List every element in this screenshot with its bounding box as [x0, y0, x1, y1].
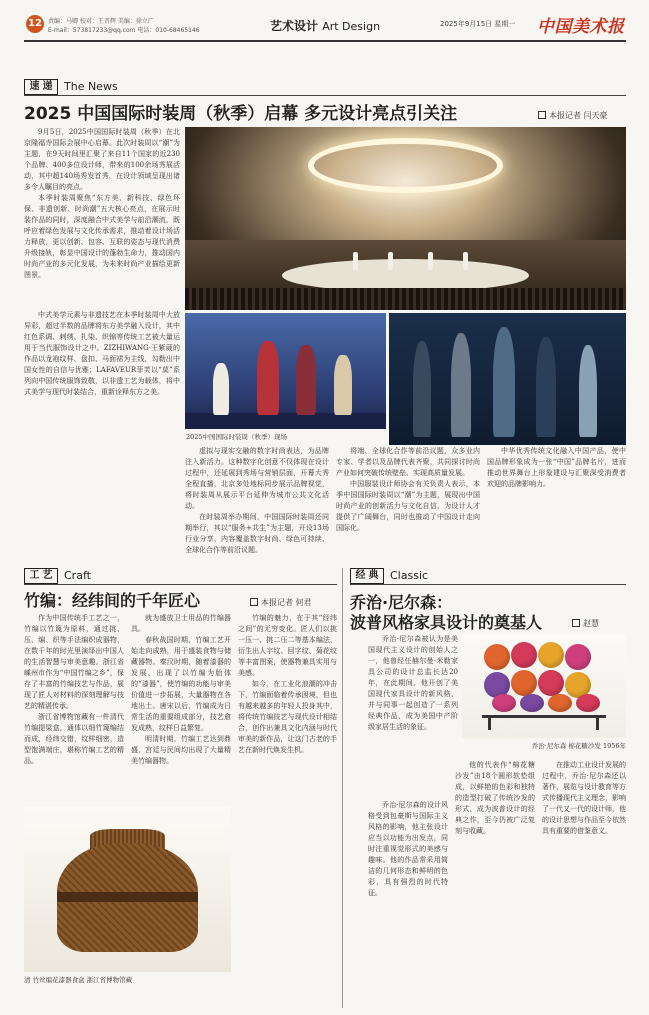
news-column-4 [487, 446, 626, 566]
classic-col3-p1: 在推动工业设计发展的过程中，乔治·尼尔森还以著作、展览与设计教育等方式传播现代主义理念，影响了一代又一代的设计师，他的设计思想与作品至今依然具有重要的借鉴意义。 [542, 761, 626, 835]
byline-square-icon [572, 619, 580, 627]
news-column-3 [336, 446, 480, 566]
column-divider [342, 568, 343, 1008]
section-title-en: Art Design [322, 20, 381, 33]
runway-photo-caption: 2025中国国际时装周（秋季）现场 [186, 433, 288, 441]
news-tag-en: The News [64, 80, 118, 93]
craft-col2-p1: 就为盛放卫士用品的竹编器具。 [131, 614, 231, 633]
craft-col1-p1: 作为中国传统手工艺之一，竹编以竹篾为原料，通过挑、压、编、织等手法编织成器物，在数千年的时光里演绎出中国人的生活智慧与审美意趣。浙江省嵊州市作为“中国竹编之乡”，保存了丰富的竹编技艺与作品，展现了匠人对材料的深刻理解与技艺的精湛传承。 [24, 614, 124, 710]
craft-col1-p2: 浙江省博物馆藏有一件清代竹编提梁盒，通体以细竹篾编结而成，经纬交错，纹样细密，造型饱满端庄，堪称竹编工艺的精品。 [24, 713, 124, 765]
news-byline-text: 本报记者 闫天豪 [549, 111, 608, 120]
page-number-badge: 12 [26, 15, 44, 33]
craft-col3-p1: 竹编的魅力，在于其“经纬之间”的无穷变化。匠人们以挑一压一、挑二压二等基本编法，衍生出人字纹、回字纹、菊花纹等丰富图案，使器物兼具实用与美感。 [238, 614, 337, 677]
sofa-photo-caption: 乔治·尼尔森 棉花糖沙发 1956年 [531, 742, 626, 750]
section-title [270, 17, 380, 34]
news-column-1 [24, 127, 180, 317]
classic-col2-p1: 他的代表作“棉花糖沙发”由18个圆形软垫组成，以鲜艳的色彩和独特的造型打破了传统沙发的形式，成为波普设计的经典之作，至今仍被广泛复刻与收藏。 [455, 761, 535, 835]
classic-column-1 [368, 800, 448, 1007]
classic-headline-line1: 乔治·尼尔森： [350, 593, 453, 612]
news-col4-p1: 中华优秀传统文化融入中国产品，使中国品牌形象成为一张“中国”品牌名片，进而推动世界舞台上形象建设与汇聚深受消费者欢迎的品牌影响力。 [487, 447, 626, 488]
byline-square-icon [250, 598, 258, 606]
news-column-1b [24, 310, 180, 465]
classic-coltop-p1: 乔治·尼尔森被认为是美国现代主义设计的创始人之一，他曾经任赫尔曼·米勒家具公司的设计总监长达20年，在此期间，他开创了美国现代家具设计的新风格，并与同事一起创造了一系列经典作品，成为美国中产阶级家居生活的象征。 [368, 635, 458, 731]
craft-section-tag [24, 568, 144, 584]
runway-costume-photo [185, 313, 386, 429]
classic-byline [572, 618, 599, 629]
classic-headline-line2: 波普风格家具设计的奠基人 [350, 613, 543, 632]
masthead-logo: 中国美术报 [537, 17, 625, 37]
craft-column-2 [131, 613, 231, 803]
news-headline: 2025 中国国际时装周（秋季）启幕 多元设计亮点引关注 [24, 104, 458, 124]
classic-section-tag [350, 568, 470, 584]
classic-tag-en: Classic [390, 569, 429, 582]
classic-col1-p1: 乔治·尼尔森的设计风格受到包豪斯与国际主义风格的影响，他主张设计应当以功能为出发点，同时注重视觉形式的美感与趣味。他的作品常采用简洁的几何形态和鲜明的色彩，具有强烈的时代特征。 [368, 801, 448, 897]
classic-column-3 [542, 760, 626, 1007]
news-tag-cn: 速递 [24, 79, 58, 95]
craft-section-rule [24, 584, 337, 585]
bamboo-photo-caption: 清 竹丝编花漆器食盒 浙江省博物馆藏 [24, 976, 133, 984]
classic-column-2 [455, 760, 535, 1007]
section-title-cn: 艺术设计 [270, 19, 319, 33]
contact-credit: E-mail：573817233@qq.com 电话：010-68465146 [48, 27, 200, 34]
news-byline [538, 110, 608, 121]
header-rule [24, 40, 626, 42]
news-column-2 [185, 446, 329, 566]
runway-models-photo [389, 313, 626, 445]
news-col3-p2: 中国服装设计师协会有关负责人表示，本季中国国际时装周以“潮”为主题，展现出中国时尚产业的创新活力与文化自信，为设计人才提供了广阔舞台，同时也推动了中国设计走向国际化。 [336, 480, 480, 532]
classic-section-rule [350, 584, 626, 585]
classic-byline-text: 赵慧 [583, 619, 599, 628]
craft-col3-p2: 如今，在工业化浪潮的冲击下，竹编面临着传承困境，但也有越来越多的年轻人投身其中，将传统竹编技艺与现代设计相结合，创作出兼具文化内涵与时代审美的新作品，让这门古老的手艺在新时代焕发生机。 [238, 680, 337, 754]
craft-byline [250, 597, 312, 608]
news-section-rule [24, 95, 626, 96]
craft-col2-p2: 春秋战国时期，竹编工艺开始走向成熟，用于盛装食物与储藏器物。秦汉时期，随着漆器的发展，出现了以竹编为胎体的“漆器”，使竹编的功能与审美价值进一步拓展，大量器物在各地出土。唐宋以后，竹编成为日常生活的重要组成部分，技艺愈发成熟，纹样日益繁复。 [131, 636, 231, 732]
craft-column-1 [24, 613, 124, 803]
editor-credit: 责编：马卿 校对：王晋辉 美编：徐立广 [48, 18, 154, 25]
fashion-week-stage-photo [185, 127, 626, 310]
classic-column-top [368, 634, 458, 812]
craft-column-3 [238, 613, 337, 1007]
byline-square-icon [538, 111, 546, 119]
craft-byline-text: 本报记者 何君 [261, 598, 312, 607]
page-header [0, 0, 649, 52]
news-col2-p2: 在时装周举办期间，中国国际时装周还同期举行，其以“服务+共生”为主题，开设13场行业分享，内容覆盖数字时尚、绿色可持续、全球化合作等前沿议题。 [185, 513, 329, 554]
craft-tag-en: Craft [64, 569, 91, 582]
issue-date: 2025年9月15日 星期一 [440, 20, 516, 28]
news-col1-p1: 9月5日，2025中国国际时装周（秋季）在北京隆福寺国际会展中心启幕。此次时装周以“潮”为主题，在9天时间里汇聚了来自11个国家的近230个品牌、400多位设计师，带来的100余场秀展活动，其中超140场秀发首秀，在设计领域呈现出诸多令人瞩目的亮点。 [24, 128, 180, 191]
news-col3-p1: 将端、全球化合作等前沿议题，众多业内专家、学者以及品牌代表齐聚，共同探讨时尚产业如何突破传统壁垒、实现高质量发展。 [336, 447, 480, 477]
news-col1b-p1: 中式美学元素与非遗技艺在本季时装周中大放异彩，超过半数的品牌将东方美学融入设计，其中红色系调、刺绣、扎染、织锦等传统工艺被大量运用于当代服饰设计之中。ZIZHIWANG·王紫葳的作品以龙袍纹样、盘扣、马面裙为主线，勾勒出中国女性的自信与优雅；LAFAVEUR菲芙以“莫”系列向中国传统服饰致敬，以非遗工艺为载体，将中式美学与现代时装结合，重新诠释东方之美。 [24, 311, 180, 396]
news-col1-p2: 本季时装周聚焦“东方美、新科技、绿色环保、非遗创新、时尚潮”五大核心亮点，在展示时装作品的同时，深度融合中式美学与前沿潮流，既呼应着绿色发展与文化传承需求，推动着设计场活力释放，更以创新、包容、互联的姿态与现代消费升级接轨，彰显中国设计的蓬勃生命力，推动国内时尚产业的多元化发展，为未来时尚产业描绘更新图景。 [24, 194, 180, 279]
craft-tag-cn: 工艺 [24, 568, 58, 584]
marshmallow-sofa-photo [462, 634, 626, 738]
craft-headline: 竹编：经纬间的千年匠心 [24, 591, 201, 610]
news-section-tag [24, 79, 144, 95]
craft-col2-p3: 明清时期，竹编工艺达到鼎盛，宫廷与民间均出现了大量精美竹编器物。 [131, 735, 231, 765]
classic-tag-cn: 经典 [350, 568, 384, 584]
news-col2-p1: 虚拟与现实交融的数字时尚表达，为品牌注入新活力。这种数字化创意不仅体现在设计过程中，还延展到秀场与营销层面，开幕大秀全程直播，北京多处地标同步展示品牌视觉，将时装周从展示平台延伸为城市公共文化活动。 [185, 447, 329, 510]
bamboo-basket-photo [24, 806, 231, 972]
